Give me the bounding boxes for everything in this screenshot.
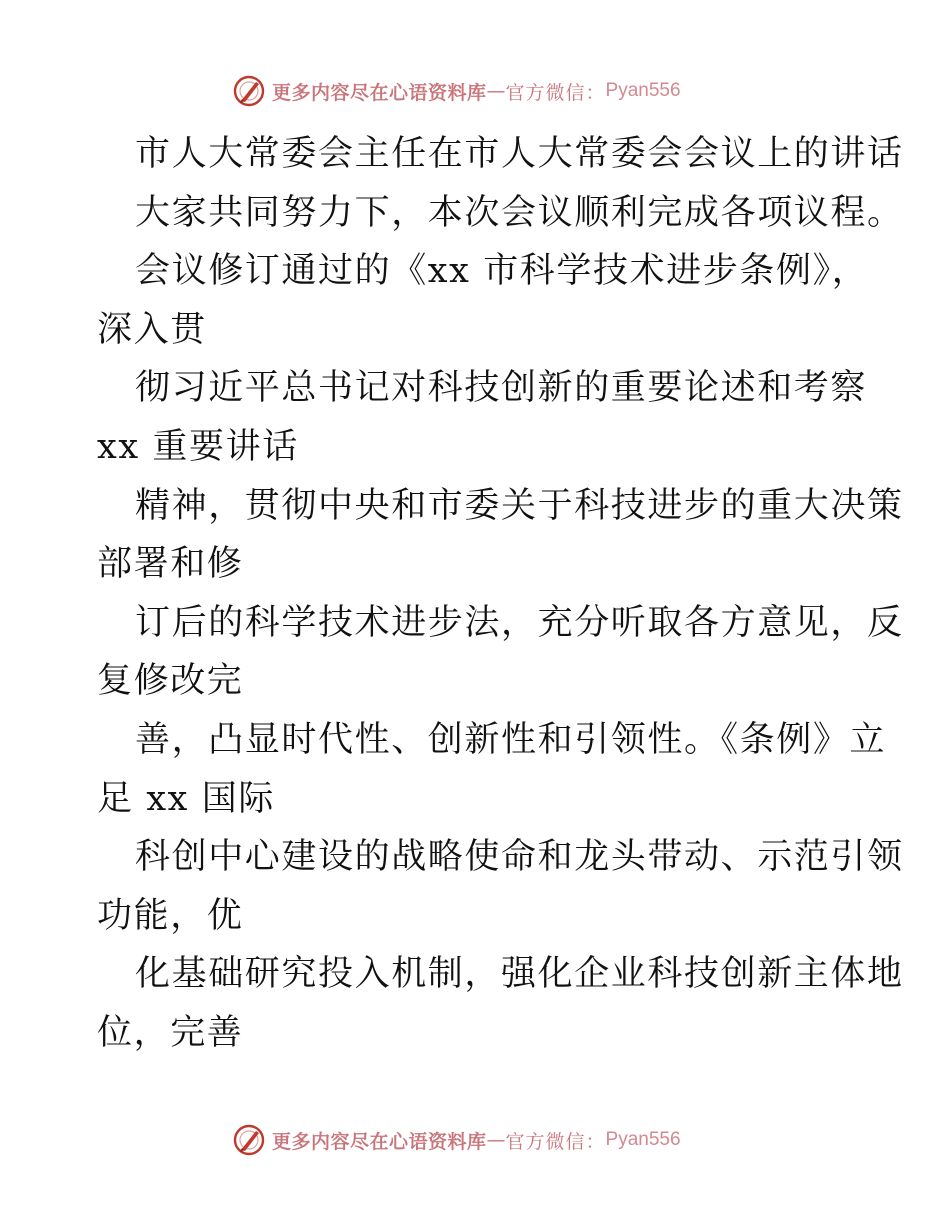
footer-label-text: 官方微信： (505, 1130, 606, 1153)
quill-pen-logo-icon (232, 74, 266, 108)
paragraph-line: 功能，优 (97, 895, 244, 936)
paragraph-line: 足 xx 国际 (97, 778, 275, 819)
paragraph-line: 大家共同努力下，本次会议顺利完成各项议程。 (135, 192, 904, 233)
header-separator: — (486, 80, 506, 102)
document-body (97, 125, 904, 1063)
paragraph-line: 会议修订通过的《xx 市科学技术进步条例》， (135, 251, 869, 292)
paragraph-line: 复修改完 (97, 661, 244, 702)
paragraph-line: 化基础研究投入机制，强化企业科技创新主体地 (135, 954, 904, 995)
header-banner (232, 71, 752, 111)
header-account: Pyan556 (605, 80, 681, 101)
footer-site-text: 更多内容尽在心语资料库 (272, 1130, 487, 1153)
paragraph-line: 科创中心建设的战略使命和龙头带动、示范引领 (135, 837, 904, 878)
header-label-text: 官方微信： (505, 81, 606, 104)
paragraph-line: 位，完善 (97, 1012, 244, 1053)
paragraph-line: 善，凸显时代性、创新性和引领性。《条例》立 (135, 719, 887, 760)
paragraph-line: 部署和修 (97, 544, 244, 585)
paragraph-line: 订后的科学技术进步法，充分听取各方意见，反 (135, 602, 904, 643)
paragraph-line: 深入贯 (97, 309, 207, 350)
header-site-text: 更多内容尽在心语资料库 (272, 81, 487, 104)
paragraph-line: xx 重要讲话 (97, 426, 299, 467)
quill-pen-logo-icon (232, 1123, 266, 1157)
footer-separator: — (486, 1129, 506, 1151)
paragraph-line: 彻习近平总书记对科技创新的重要论述和考察 (135, 368, 868, 409)
paragraph-line: 精神，贯彻中央和市委关于科技进步的重大决策 (135, 485, 904, 526)
footer-account: Pyan556 (605, 1129, 681, 1150)
document-title-line: 市人大常委会主任在市人大常委会会议上的讲话 (135, 134, 904, 174)
footer-banner (232, 1120, 752, 1160)
